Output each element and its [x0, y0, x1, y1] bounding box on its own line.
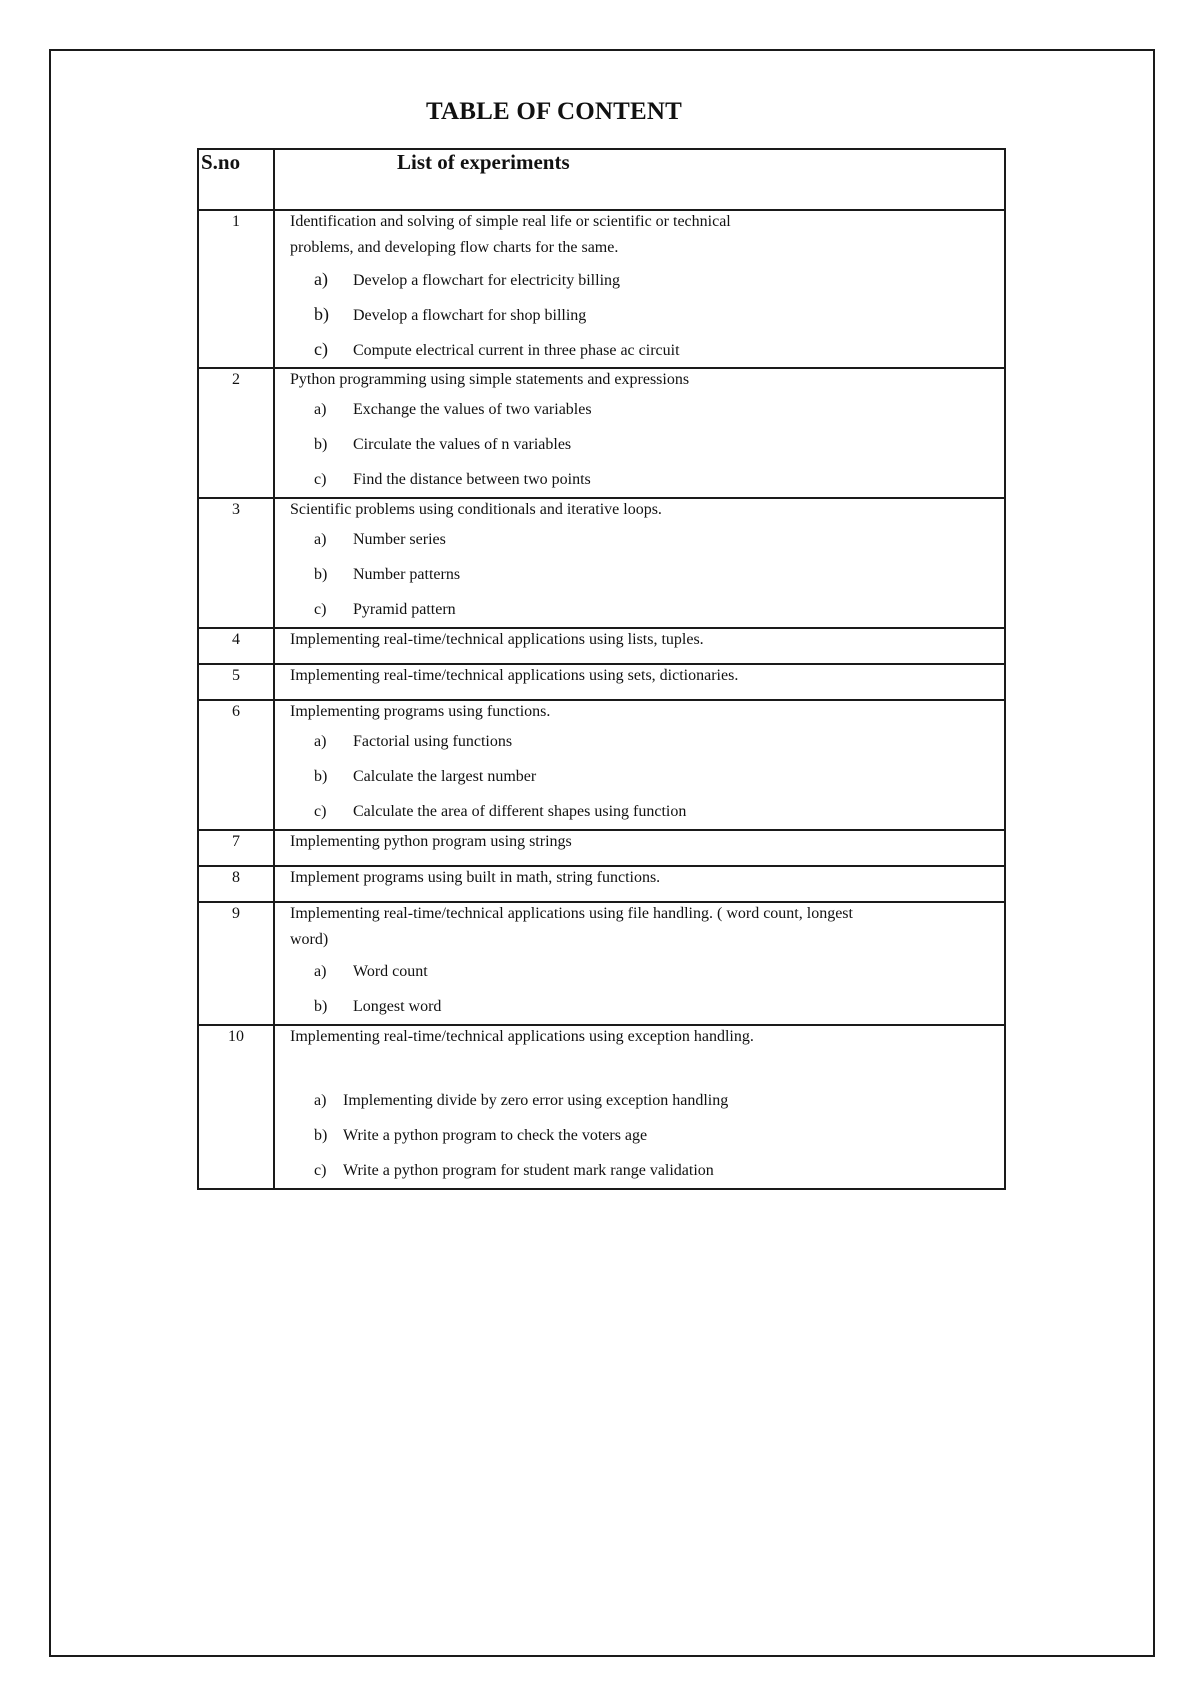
sub-item-text: Exchange the values of two variables: [353, 401, 592, 418]
sub-item-letter: c): [314, 471, 327, 488]
table-row: [198, 902, 1005, 1025]
sub-item: [275, 1153, 1004, 1188]
sub-item: [275, 1118, 1004, 1153]
spacer: [275, 1049, 1004, 1083]
sub-item: [275, 262, 1004, 297]
experiment-title: Python programming using simple statements and expressions: [290, 371, 690, 388]
experiment-title: Scientific problems using conditionals and iterative loops.: [290, 501, 662, 518]
sub-item-letter: a): [314, 531, 327, 548]
sub-item-text: Number series: [353, 531, 446, 548]
table-header-row: [198, 149, 1005, 210]
sub-item: [275, 522, 1004, 557]
sub-item-text: Number patterns: [353, 566, 461, 583]
sub-item: [275, 592, 1004, 627]
sub-item: [275, 989, 1004, 1024]
sub-item-letter: b): [314, 436, 328, 453]
row-content: [274, 866, 1005, 902]
sub-item-text: Word count: [353, 963, 428, 980]
sub-item-letter: a): [314, 269, 328, 289]
table-row: [198, 498, 1005, 628]
sub-item: [275, 759, 1004, 794]
sub-item-letter: b): [314, 768, 328, 785]
table-row: [198, 368, 1005, 498]
row-content: [274, 700, 1005, 830]
row-sno: 1: [198, 210, 274, 368]
sub-item-text: Write a python program to check the voters age: [343, 1127, 648, 1144]
experiment-title: Implementing real-time/technical applications using file handling. ( word count, longest: [290, 905, 853, 922]
header-experiments: List of experiments: [274, 149, 1005, 210]
sub-item-text: Find the distance between two points: [353, 471, 591, 488]
sub-item-letter: b): [314, 304, 329, 324]
row-sno: 5: [198, 664, 274, 700]
sub-item-text: Factorial using functions: [353, 733, 513, 750]
row-content: [274, 830, 1005, 866]
experiment-title: Identification and solving of simple real life or scientific or technical: [290, 213, 731, 230]
row-sno: 7: [198, 830, 274, 866]
row-content: [274, 1025, 1005, 1189]
table-row: [198, 1025, 1005, 1189]
sub-item: [275, 954, 1004, 989]
sub-item-letter: b): [314, 566, 328, 583]
sub-item-letter: c): [314, 601, 327, 618]
row-sno: 9: [198, 902, 274, 1025]
sub-item: [275, 332, 1004, 367]
sub-item-text: Pyramid pattern: [353, 601, 456, 618]
experiment-title-cont: problems, and developing flow charts for the same.: [290, 239, 619, 256]
experiment-title: Implementing programs using functions.: [290, 703, 551, 720]
sub-item-letter: c): [314, 1162, 327, 1179]
sub-item-text: Develop a flowchart for shop billing: [353, 307, 587, 324]
sub-item: [275, 462, 1004, 497]
row-content: [274, 210, 1005, 368]
sub-item-text: Circulate the values of n variables: [353, 436, 572, 453]
experiment-title: Implementing real-time/technical applications using exception handling.: [290, 1028, 754, 1045]
sub-item: [275, 392, 1004, 427]
table-row: [198, 866, 1005, 902]
row-content: [274, 664, 1005, 700]
sub-item: [275, 794, 1004, 829]
table-row: [198, 664, 1005, 700]
sub-item-letter: a): [314, 1092, 327, 1109]
sub-item: [275, 724, 1004, 759]
sub-item-text: Longest word: [353, 998, 442, 1015]
sub-item: [275, 427, 1004, 462]
sub-item-letter: a): [314, 733, 327, 750]
table-row: [198, 628, 1005, 664]
sub-item-letter: b): [314, 998, 328, 1015]
sub-item-text: Write a python program for student mark range validation: [343, 1162, 714, 1179]
sub-item-letter: c): [314, 803, 327, 820]
page-title: TABLE OF CONTENT: [425, 98, 683, 125]
table-row: [198, 700, 1005, 830]
sub-item-text: Compute electrical current in three phase ac circuit: [353, 342, 680, 359]
row-sno: 4: [198, 628, 274, 664]
sub-item: [275, 557, 1004, 592]
sub-item-letter: a): [314, 401, 327, 418]
sub-item-text: Calculate the largest number: [353, 768, 537, 785]
header-sno: S.no: [198, 149, 274, 210]
sub-item-letter: c): [314, 339, 328, 359]
row-sno: 10: [198, 1025, 274, 1189]
table-row: [198, 830, 1005, 866]
row-content: [274, 368, 1005, 498]
sub-item-text: Develop a flowchart for electricity billing: [353, 272, 621, 289]
row-content: [274, 628, 1005, 664]
table-row: [198, 210, 1005, 368]
sub-item-text: Calculate the area of different shapes using function: [353, 803, 687, 820]
row-sno: 2: [198, 368, 274, 498]
sub-item: [275, 1083, 1004, 1118]
experiment-title: Implementing real-time/technical applications using lists, tuples.: [290, 631, 704, 648]
sub-item-letter: b): [314, 1127, 328, 1144]
sub-item-text: Implementing divide by zero error using exception handling: [343, 1092, 729, 1109]
experiment-title: Implementing real-time/technical applications using sets, dictionaries.: [290, 667, 739, 684]
experiment-title: Implement programs using built in math, string functions.: [290, 869, 661, 886]
row-content: [274, 902, 1005, 1025]
experiment-title-cont: word): [290, 931, 329, 948]
row-content: [274, 498, 1005, 628]
row-sno: 8: [198, 866, 274, 902]
row-sno: 3: [198, 498, 274, 628]
sub-item: [275, 297, 1004, 332]
experiment-title: Implementing python program using strings: [290, 833, 572, 850]
experiments-table: [197, 148, 1006, 1190]
sub-item-letter: a): [314, 963, 327, 980]
row-sno: 6: [198, 700, 274, 830]
